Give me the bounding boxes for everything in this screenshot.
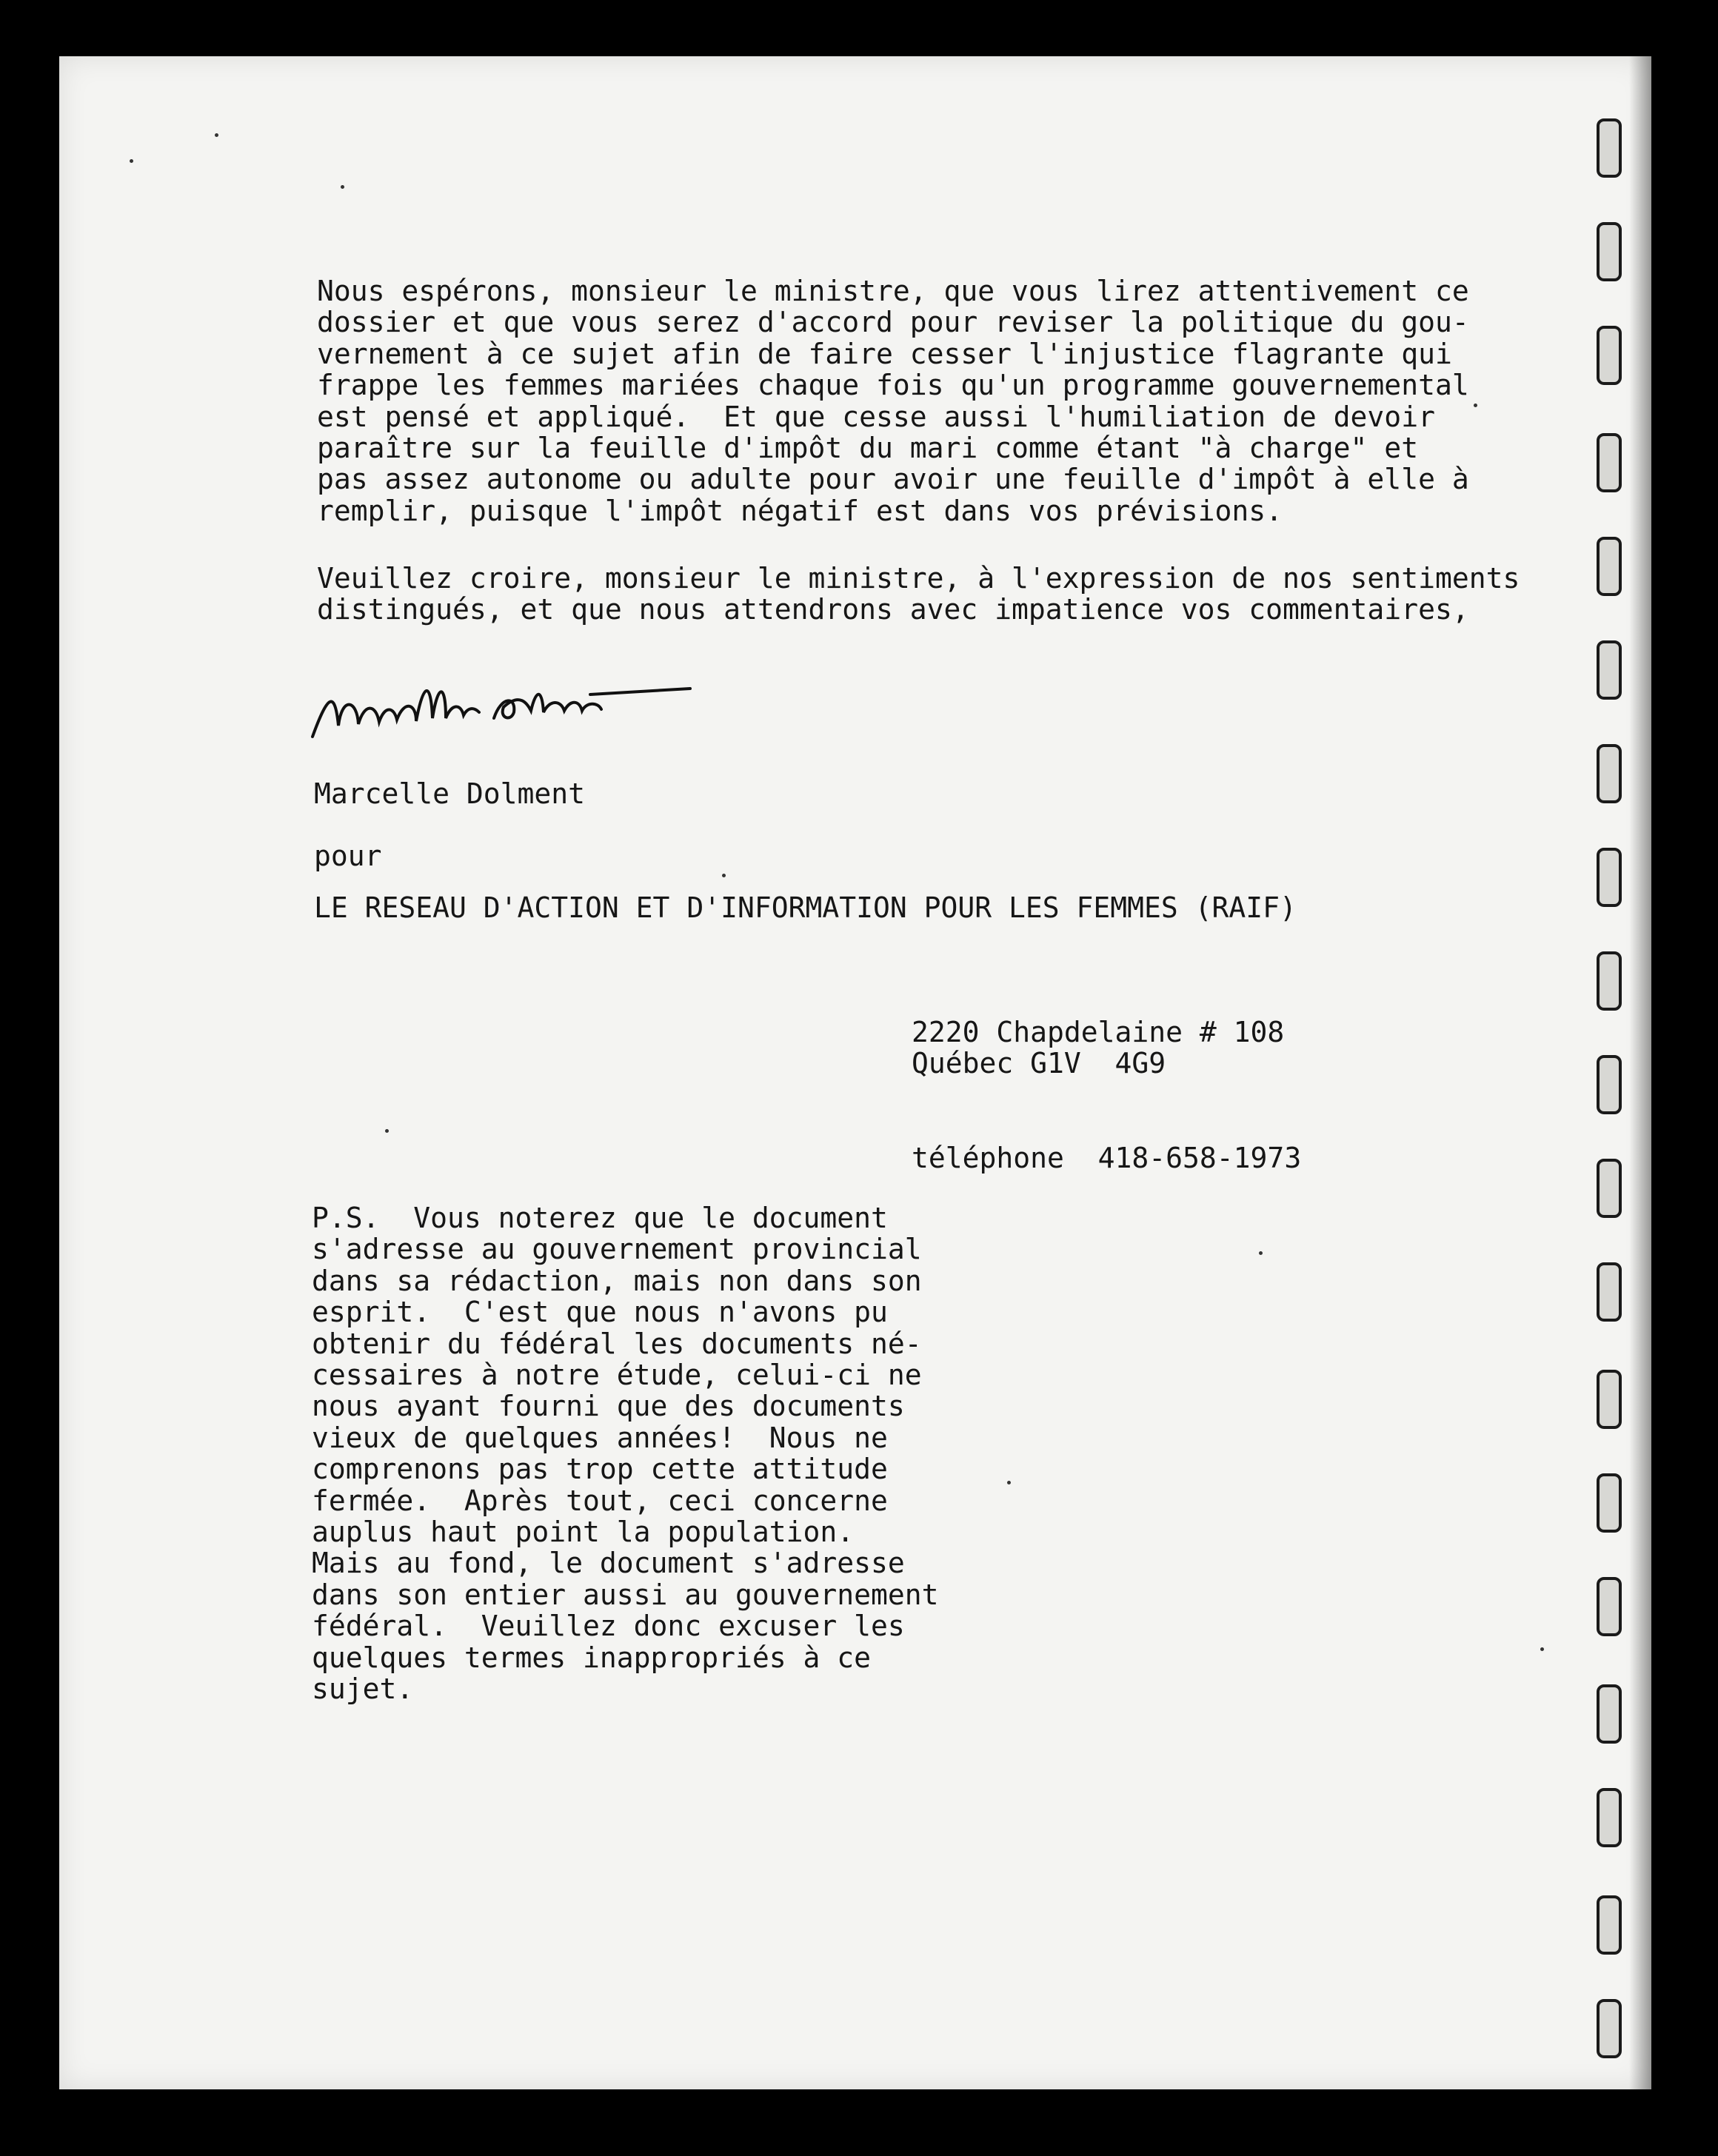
scan-speck <box>1540 1647 1544 1651</box>
telephone-line: téléphone 418-658-1973 <box>912 1142 1302 1174</box>
binder-hole <box>1597 1159 1622 1218</box>
signatory-name: Marcelle Dolment <box>314 777 586 810</box>
scan-speck <box>341 185 344 189</box>
address-block: 2220 Chapdelaine # 108 Québec G1V 4G9 <box>912 1016 1285 1080</box>
sheet-edge-shadow <box>1629 56 1651 2089</box>
binder-hole <box>1597 1262 1622 1322</box>
binder-hole <box>1597 1473 1622 1533</box>
binder-hole <box>1597 1999 1622 2058</box>
binder-hole <box>1597 118 1622 178</box>
binder-hole <box>1597 433 1622 492</box>
binder-hole <box>1597 744 1622 803</box>
binder-hole <box>1597 1055 1622 1114</box>
binder-hole <box>1597 848 1622 907</box>
binder-hole <box>1597 1370 1622 1429</box>
scan-speck <box>1259 1251 1263 1255</box>
handwritten-signature <box>305 666 720 755</box>
salutation-paragraph: Veuillez croire, monsieur le ministre, à l'expression de nos sentiments distingués, et que nous attendrons avec impatience vos commentaires, <box>317 562 1520 626</box>
binder-hole <box>1597 1788 1622 1847</box>
binder-hole <box>1597 222 1622 281</box>
postscript: P.S. Vous noterez que le document s'adresse au gouvernement provincial dans sa rédaction, mais non dans son esprit. C'est que nous n'avons pu obtenir du fédéral les documents né- cessaires à notre étude, celui-ci ne nous ayant fourni que des documents vieux de quelques années! Nous ne comprenons pas trop cette attitude fermée. Après tout, ceci concerne auplus haut point la population. Mais au fond, le document s'adresse dans son entier aussi au gouvernement fédéral. Veuillez donc excuser les quelques termes inappropriés à ce sujet. <box>312 1202 939 1706</box>
binder-hole <box>1597 640 1622 700</box>
binder-hole <box>1597 1895 1622 1955</box>
organization-name: LE RESEAU D'ACTION ET D'INFORMATION POUR LES FEMMES (RAIF) <box>314 891 1297 924</box>
binder-hole <box>1597 537 1622 596</box>
binder-hole <box>1597 1577 1622 1636</box>
pour-label: pour <box>314 840 382 872</box>
binder-hole <box>1597 951 1622 1011</box>
scan-speck <box>215 133 218 137</box>
scan-speck <box>1007 1481 1011 1484</box>
binder-hole <box>1597 326 1622 385</box>
scan-speck <box>130 159 133 163</box>
scan-speck <box>385 1129 389 1133</box>
closing-paragraph: Nous espérons, monsieur le ministre, que vous lirez attentivement ce dossier et que vous serez d'accord pour reviser la politique du gou- vernement à ce sujet afin de faire cesser l'injustice flagrante qui frappe les femmes mariées chaque fois qu'un programme gouvernemental est pensé et appliqué. Et que cesse aussi l'humiliation de devoir paraître sur la feuille d'impôt du mari comme étant "à charge" et pas assez autonome ou adulte pour avoir une feuille d'impôt à elle à remplir, puisque l'impôt négatif est dans vos prévisions. <box>317 275 1469 527</box>
binder-hole <box>1597 1684 1622 1744</box>
scan-speck <box>1474 404 1477 407</box>
scan-speck <box>722 874 726 877</box>
